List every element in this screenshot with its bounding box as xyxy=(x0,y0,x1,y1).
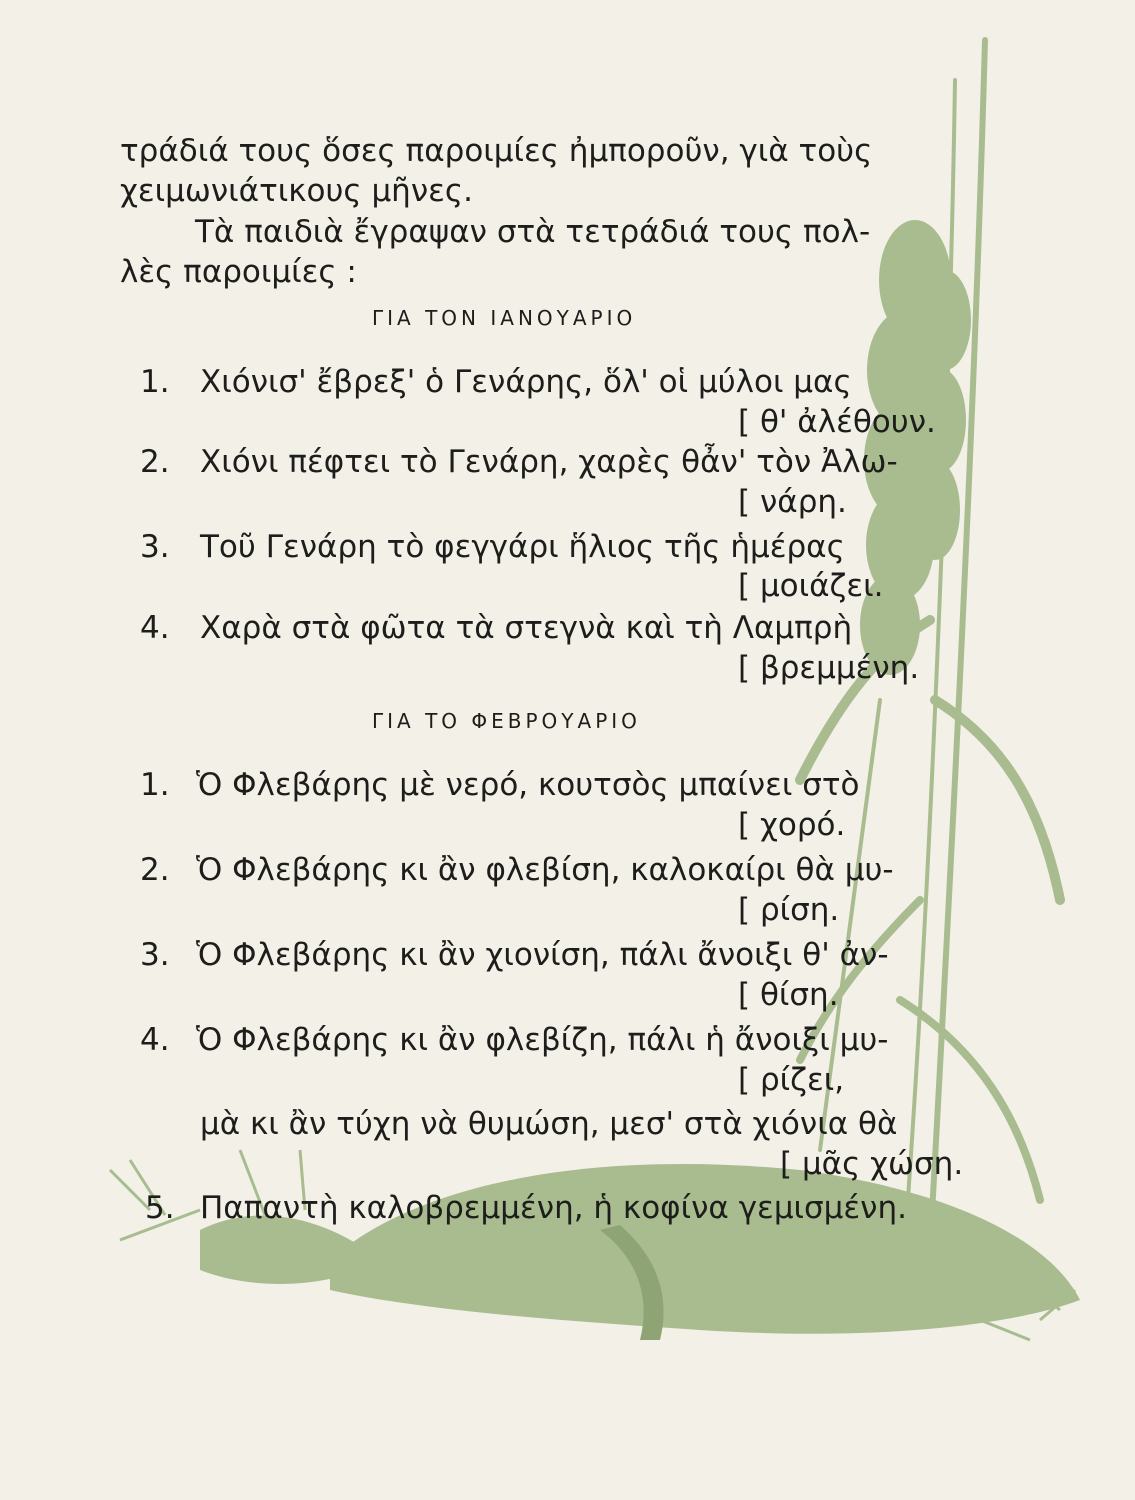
jan-item-1-continuation: [ θ' ἀλέθουν. xyxy=(738,404,936,440)
jan-item-3-number: 3. xyxy=(140,529,170,565)
jan-item-4-number: 4. xyxy=(140,610,170,646)
jan-item-2-text: Χιόνι πέφτει τὸ Γενάρη, χαρὲς θἆν' τὸν Ἀλω- xyxy=(200,444,898,480)
intro-line-3: Τὰ παιδιὰ ἔγραψαν στὰ τετράδιά τους πολ- xyxy=(195,214,871,250)
feb-item-5-number: 5. xyxy=(145,1190,175,1226)
feb-item-4-number: 4. xyxy=(140,1022,170,1058)
jan-item-2-number: 2. xyxy=(140,444,170,480)
feb-item-2-number: 2. xyxy=(140,852,170,888)
february-heading: ΓΙΑ ΤΟ ΦΕΒΡΟΥΑΡΙΟ xyxy=(372,709,641,733)
jan-item-1-number: 1. xyxy=(140,364,170,400)
feb-item-3-text: Ὁ Φλεβάρης κι ἂν χιονίση, πάλι ἄνοιξι θ' ἀν- xyxy=(196,937,889,973)
feb-item-4-text: Ὁ Φλεβάρης κι ἂν φλεβίζη, πάλι ἡ ἄνοιξι μυ- xyxy=(196,1022,889,1058)
feb-item-2-continuation: [ ρίση. xyxy=(738,892,840,928)
intro-line-1: τράδιά τους ὅσες παροιμίες ἠμποροῦν, γιὰ τοὺς xyxy=(120,133,873,169)
jan-item-2-continuation: [ νάρη. xyxy=(738,484,847,520)
feb-item-4-extra: μὰ κι ἂν τύχη νὰ θυμώση, μεσ' στὰ χιόνια θὰ xyxy=(200,1106,898,1142)
intro-line-2: χειμωνιάτικους μῆνες. xyxy=(120,173,473,209)
jan-item-3-continuation: [ μοιάζει. xyxy=(738,568,884,604)
jan-item-4-text: Χαρὰ στὰ φῶτα τὰ στεγνὰ καὶ τὴ Λαμπρὴ xyxy=(200,610,853,646)
feb-item-3-number: 3. xyxy=(140,937,170,973)
intro-line-4: λὲς παροιμίες : xyxy=(120,254,357,290)
feb-item-1-text: Ὁ Φλεβάρης μὲ νερό, κουτσὸς μπαίνει στὸ xyxy=(196,767,860,803)
feb-item-3-continuation: [ θίση. xyxy=(738,977,839,1013)
jan-item-4-continuation: [ βρεμμένη. xyxy=(738,650,920,686)
feb-item-1-number: 1. xyxy=(140,767,170,803)
jan-item-3-text: Τοῦ Γενάρη τὸ φεγγάρι ἥλιος τῆς ἡμέρας xyxy=(200,529,845,565)
feb-item-1-continuation: [ χορό. xyxy=(738,807,846,843)
jan-item-1-text: Χιόνισ' ἔβρεξ' ὁ Γενάρης, ὅλ' οἱ μύλοι μας xyxy=(200,364,852,400)
feb-item-5-text: Παπαντὴ καλοβρεμμένη, ἡ κοφίνα γεμισμένη. xyxy=(200,1190,907,1226)
january-heading: ΓΙΑ ΤΟΝ ΙΑΝΟΥΑΡΙΟ xyxy=(372,306,637,330)
feb-item-4-continuation: [ ρίζει, xyxy=(738,1062,845,1098)
feb-item-2-text: Ὁ Φλεβάρης κι ἂν φλεβίση, καλοκαίρι θὰ μυ- xyxy=(196,852,894,888)
feb-item-4-extra-continuation: [ μᾶς χώση. xyxy=(780,1146,964,1182)
